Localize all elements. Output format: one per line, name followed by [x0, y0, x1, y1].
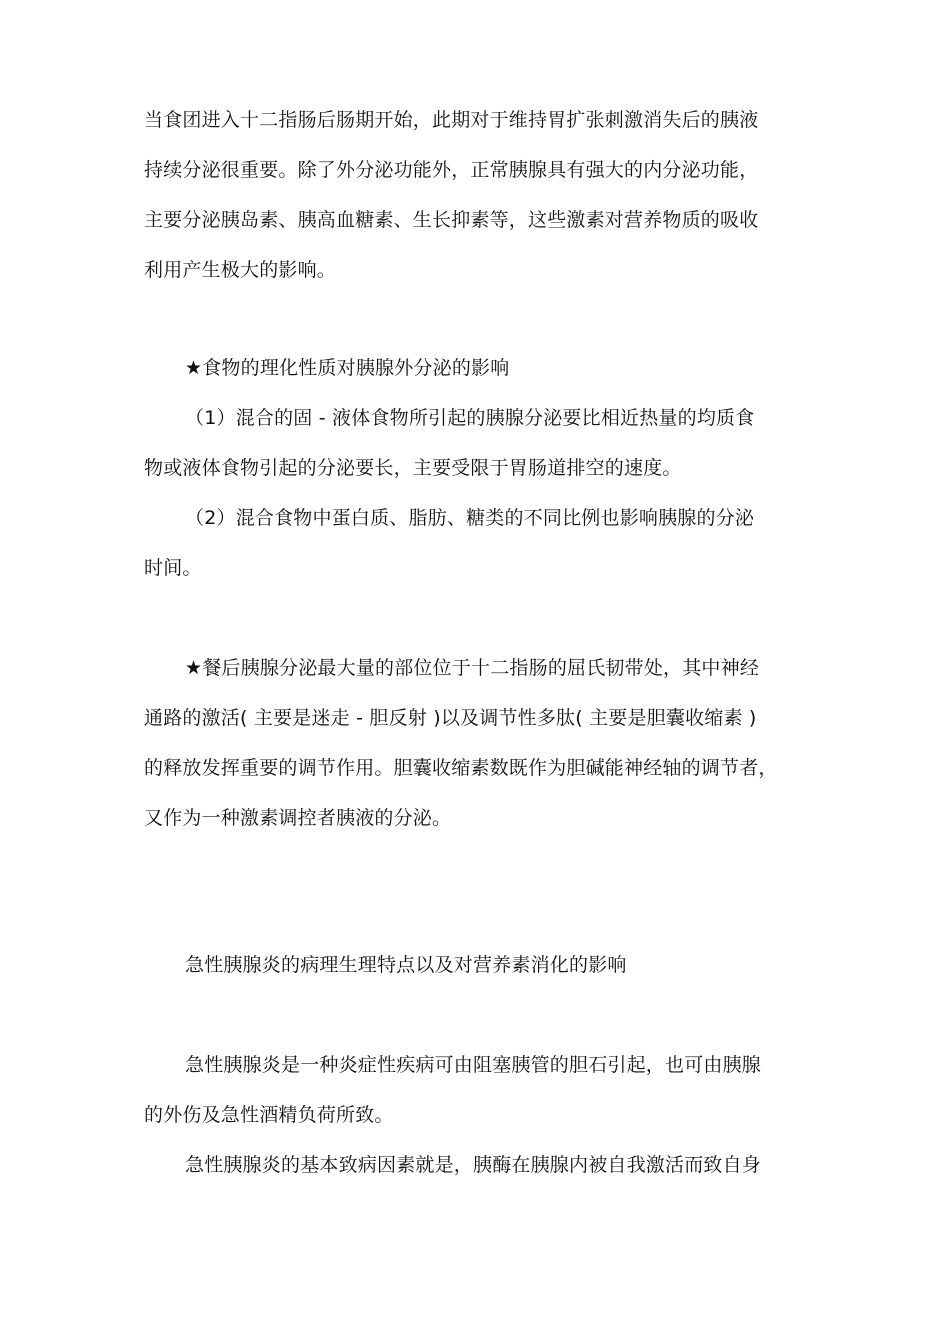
text-line: （1）混合的固 - 液体食物所引起的胰腺分泌要比相近热量的均质食 — [185, 407, 755, 429]
paragraph-max-secretion — [144, 643, 834, 843]
text-line: 又作为一种激素调控者胰液的分泌。 — [144, 807, 452, 829]
text-line: 急性胰腺炎是一种炎症性疾病可由阻塞胰管的胆石引起，也可由胰腺 — [185, 1054, 762, 1076]
text-line: 时间。 — [144, 557, 202, 579]
text-line: 的释放发挥重要的调节作用。胆囊收缩素数既作为胆碱能神经轴的调节者， — [144, 757, 778, 779]
text-line: 当食团进入十二指肠后肠期开始，此期对于维持胃扩张刺激消失后的胰液 — [144, 109, 759, 131]
paragraph-gastric-phase — [144, 95, 834, 295]
text-line: 通路的激活( 主要是迷走 - 胆反射 )以及调节性多肽( 主要是胆囊收缩素 ) — [144, 707, 757, 729]
text-line: 持续分泌很重要。除了外分泌功能外，正常胰腺具有强大的内分泌功能， — [144, 159, 759, 181]
text-line: 物或液体食物引起的分泌要长，主要受限于胃肠道排空的速度。 — [144, 457, 682, 479]
text-line: 利用产生极大的影响。 — [144, 259, 337, 281]
heading-text: 急性胰腺炎的病理生理特点以及对营养素消化的影响 — [185, 954, 627, 976]
text-line: ★餐后胰腺分泌最大量的部位位于十二指肠的屈氏韧带处，其中神经 — [185, 657, 760, 679]
text-line: 主要分泌胰岛素、胰高血糖素、生长抑素等，这些激素对营养物质的吸收 — [144, 209, 759, 231]
section-heading-acute-pancreatitis — [144, 940, 834, 990]
text-line: 急性胰腺炎的基本致病因素就是，胰酶在胰腺内被自我激活而致自身 — [185, 1154, 762, 1176]
paragraph-food-properties — [144, 343, 834, 593]
paragraph-acute-pancreatitis — [144, 1040, 834, 1190]
text-line: 的外伤及急性酒精负荷所致。 — [144, 1104, 394, 1126]
text-line: （2）混合食物中蛋白质、脂肪、糖类的不同比例也影响胰腺的分泌 — [185, 507, 755, 529]
section-heading-food-properties: ★食物的理化性质对胰腺外分泌的影响 — [185, 357, 510, 379]
